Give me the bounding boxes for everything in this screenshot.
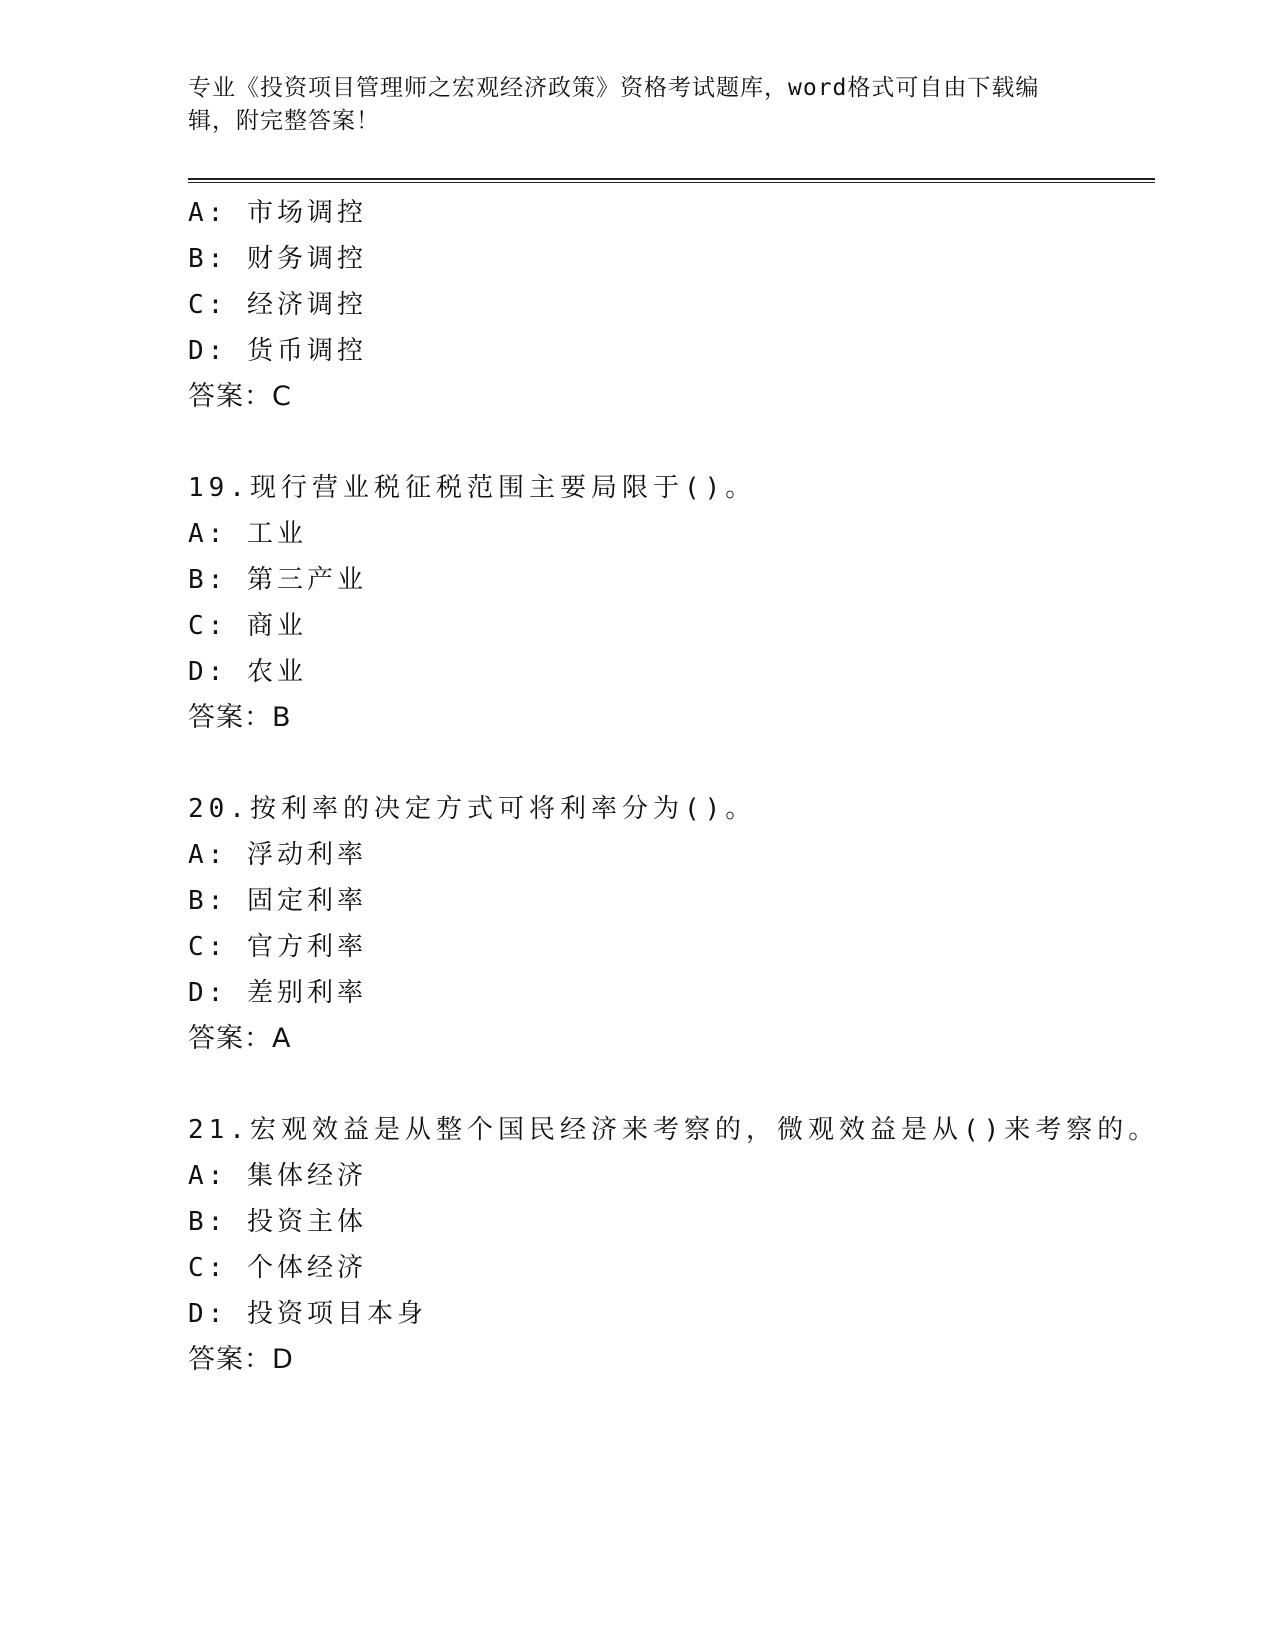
option-b: B: 财务调控 — [188, 244, 367, 274]
header-divider-thin — [188, 182, 1155, 183]
answer-line: 答案：A — [188, 1023, 292, 1054]
option-a: A: 工业 — [188, 519, 307, 549]
option-c: C: 经济调控 — [188, 290, 367, 320]
question-text: 20.按利率的决定方式可将利率分为()。 — [188, 794, 757, 824]
option-d: D: 投资项目本身 — [188, 1299, 427, 1329]
option-c: C: 个体经济 — [188, 1253, 367, 1283]
option-a: A: 集体经济 — [188, 1161, 367, 1191]
continued-question — [188, 190, 1148, 420]
question-19 — [188, 465, 1148, 741]
header-line-2: 辑，附完整答案！ — [188, 108, 380, 134]
option-a: A: 浮动利率 — [188, 840, 367, 870]
question-20 — [188, 786, 1148, 1062]
spacer — [188, 420, 1148, 465]
question-text: 21.宏观效益是从整个国民经济来考察的，微观效益是从()来考察的。 — [188, 1115, 1160, 1145]
spacer — [188, 1062, 1148, 1107]
header-divider-thick — [188, 178, 1155, 180]
spacer — [188, 741, 1148, 786]
answer-line: 答案：D — [188, 1344, 294, 1375]
option-d: D: 货币调控 — [188, 336, 367, 366]
question-text: 19.现行营业税征税范围主要局限于()。 — [188, 473, 757, 503]
header-line-1: 专业《投资项目管理师之宏观经济政策》资格考试题库，word格式可自由下载编 — [188, 75, 1040, 101]
option-b: B: 固定利率 — [188, 886, 367, 916]
question-21 — [188, 1107, 1160, 1383]
option-c: C: 商业 — [188, 611, 307, 641]
question-list — [188, 190, 1160, 1383]
option-d: D: 农业 — [188, 657, 307, 687]
option-b: B: 投资主体 — [188, 1207, 367, 1237]
option-c: C: 官方利率 — [188, 932, 367, 962]
document-header — [188, 72, 1088, 138]
option-d: D: 差别利率 — [188, 978, 367, 1008]
option-a: A: 市场调控 — [188, 198, 367, 228]
answer-line: 答案：C — [188, 381, 292, 412]
answer-line: 答案：B — [188, 702, 292, 733]
option-b: B: 第三产业 — [188, 565, 367, 595]
